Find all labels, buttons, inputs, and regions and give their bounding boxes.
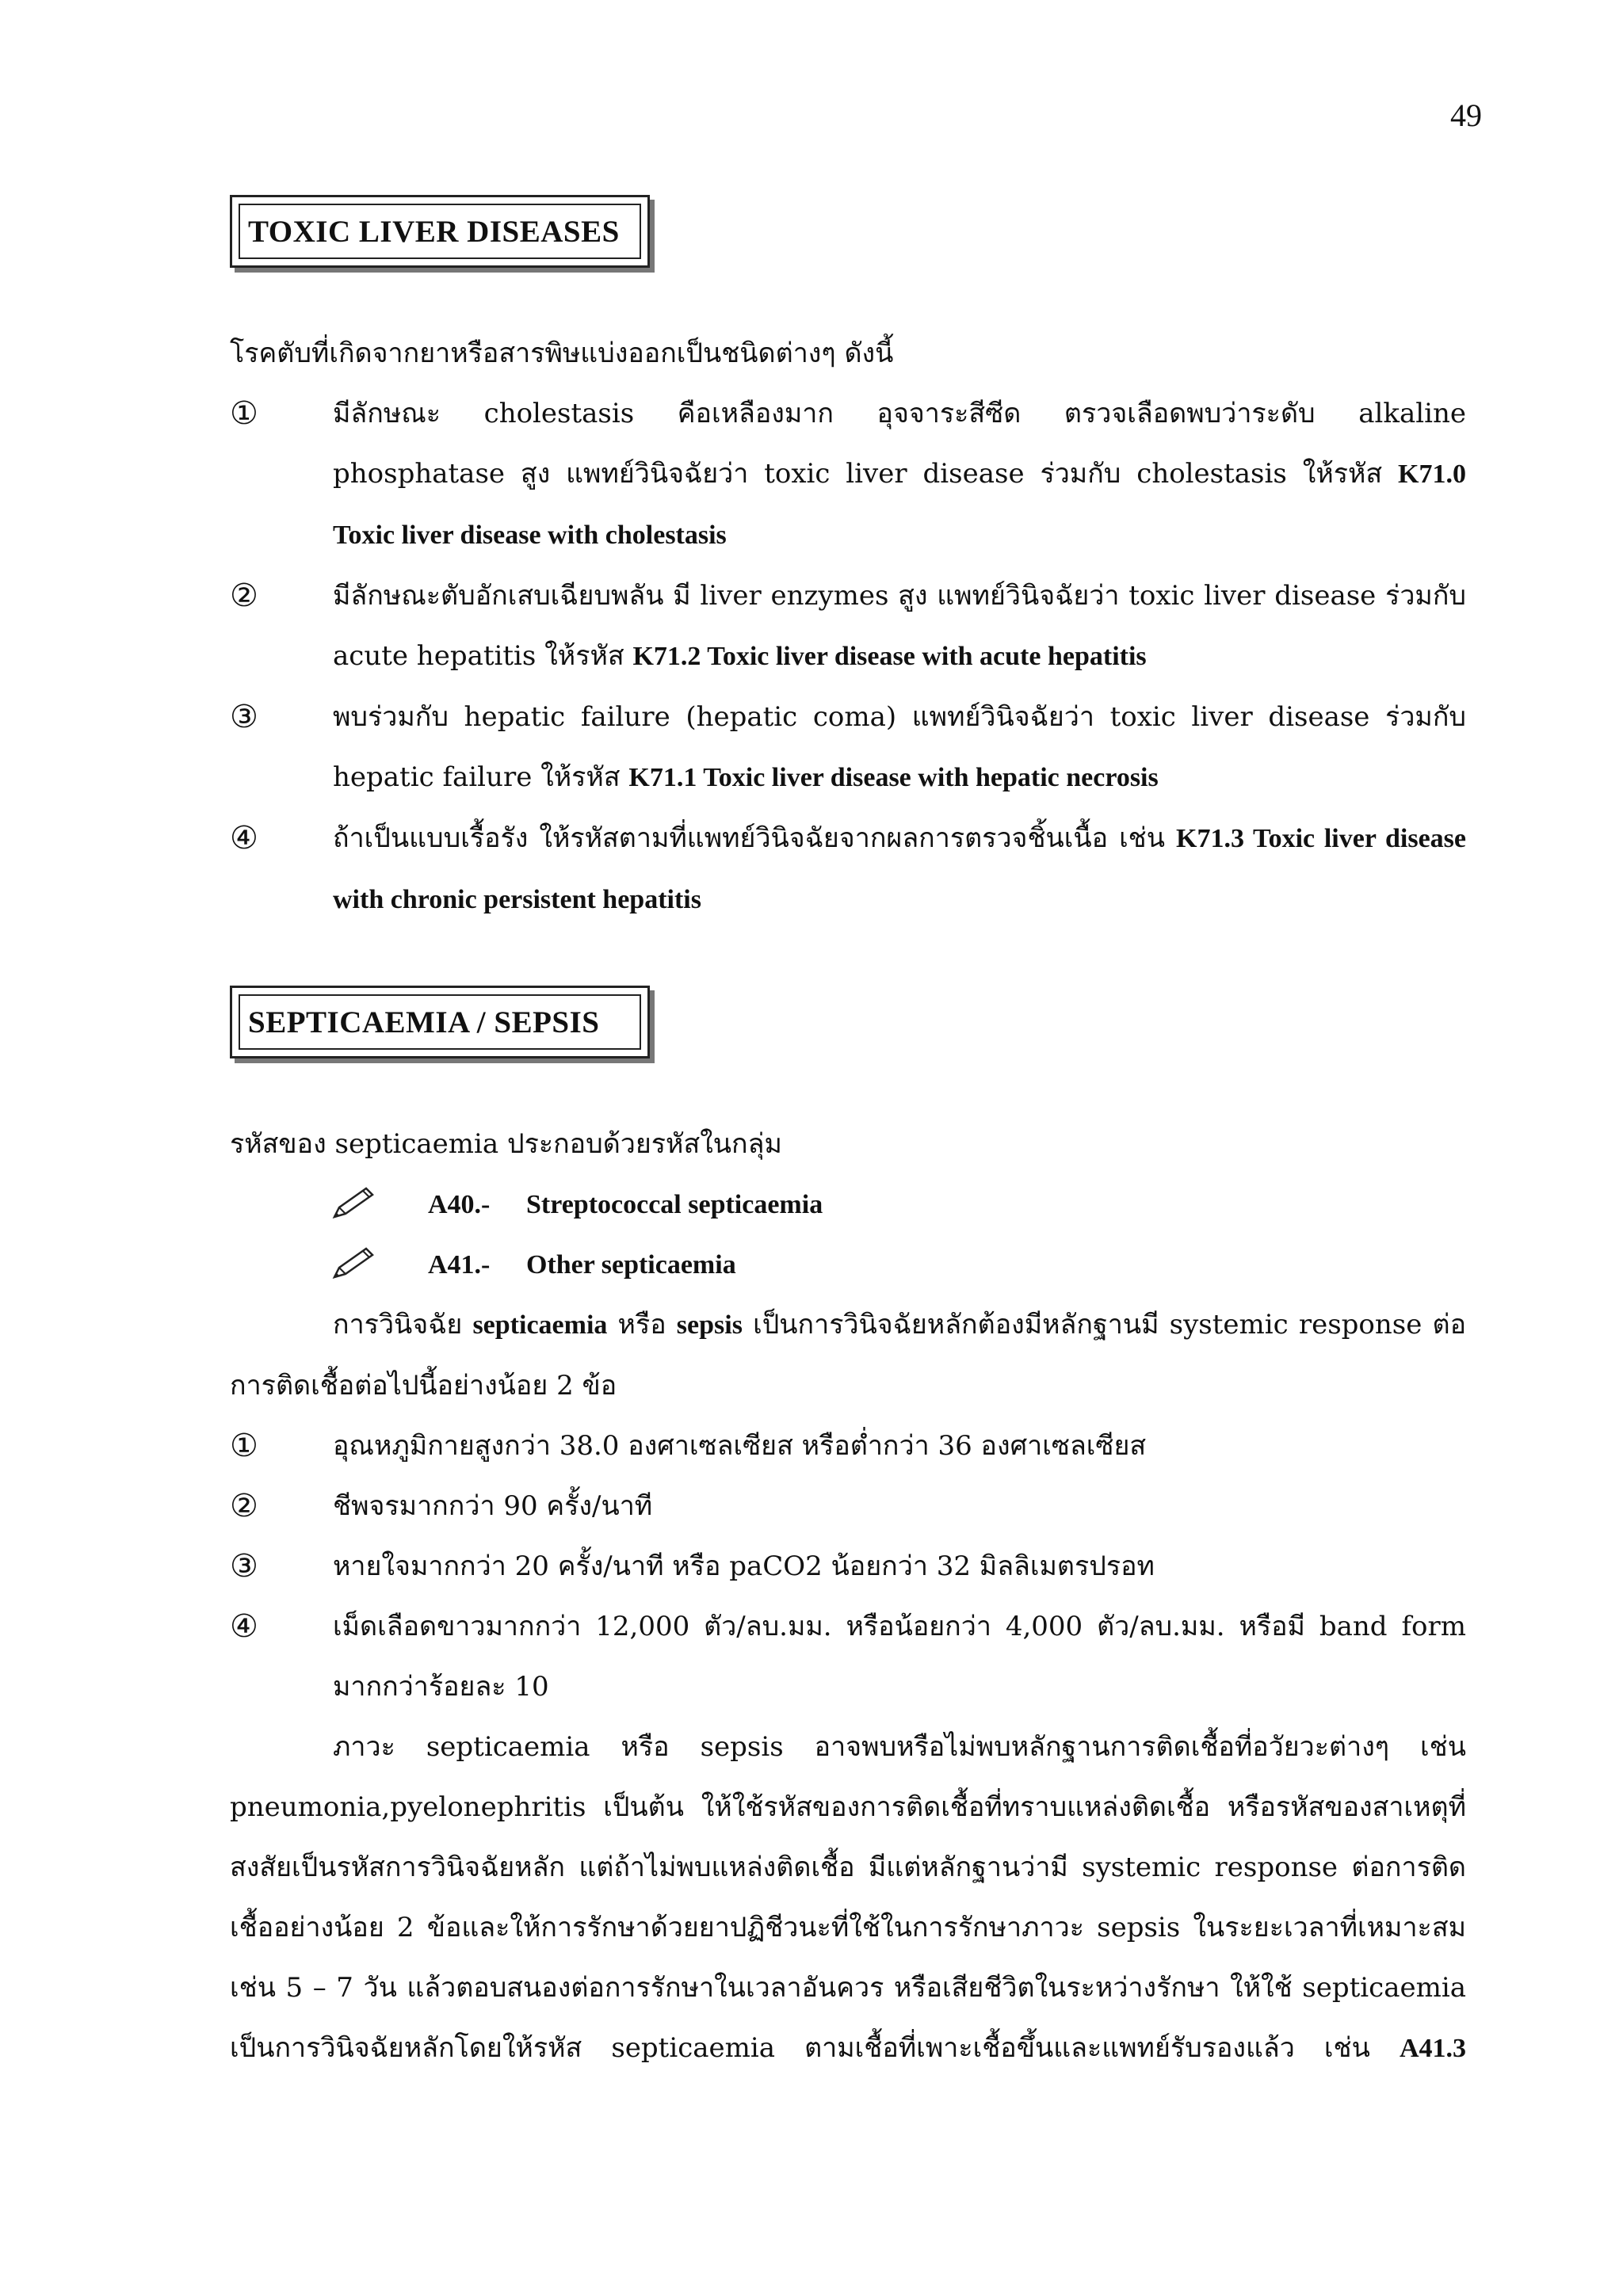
criteria-intro-text: หรือ — [607, 1309, 677, 1341]
criteria-item — [230, 1536, 1466, 1596]
circled-number-4: ④ — [230, 820, 258, 856]
list-item — [230, 808, 1466, 930]
circled-number-1: ① — [230, 395, 258, 432]
item-code: K71.3 Toxic liver disease with chronic persistent hepatitis — [333, 824, 1466, 914]
criteria-text: เม็ดเลือดขาวมากกว่า 12,000 ตัว/ลบ.มม. หรือน้อยกว่า 4,000 ตัว/ลบ.มม. หรือมี band form มากกว่าร้อยละ 10 — [333, 1611, 1466, 1703]
term-sepsis: sepsis — [676, 1310, 743, 1340]
circled-number-2: ② — [230, 1488, 258, 1524]
criteria-intro-text: เป็นการวินิจฉัยหลักต้องมีหลักฐานมี systemic response ต่อการติดเชื้อต่อไปนี้อย่างน้อย 2 ข้อ — [230, 1309, 1466, 1402]
code-number: A41.- — [428, 1250, 491, 1280]
criteria-item — [230, 1476, 1466, 1536]
code-description: Streptococcal septicaemia — [526, 1190, 823, 1219]
list-item — [230, 383, 1466, 566]
circled-number-4: ④ — [230, 1608, 258, 1645]
criteria-item — [230, 1596, 1466, 1717]
item-code: K71.0 Toxic liver disease with cholestasis — [333, 460, 1466, 550]
section-title: TOXIC LIVER DISEASES — [248, 214, 620, 249]
paragraph-code: A41.3 — [1399, 2034, 1466, 2063]
item-code: K71.1 Toxic liver disease with hepatic necrosis — [628, 763, 1159, 792]
septicaemia-section — [230, 1114, 1466, 2079]
circled-number-3: ③ — [230, 1548, 258, 1585]
paragraph-text: ภาวะ septicaemia หรือ sepsis อาจพบหรือไม่พบหลักฐานการติดเชื้อที่อวัยวะต่างๆ เช่น pneumonia,pyelonephritis เป็นต้น ให้ใช้รหัสของการติดเชื้อที่ทราบแหล่งติดเชื้อ หรือรหัสของสาเหตุที่สงสัยเป็นรหัสการวินิจฉัยหลัก แต่ถ้าไม่พบแหล่งติดเชื้อ มีแต่หลักฐานว่ามี systemic response ต่อการติดเชื้ออย่างน้อย 2 ข้อและให้การรักษาด้วยยาปฏิชีวนะที่ใช้ในการรักษาภาวะ sepsis ในระยะเวลาที่เหมาะสม เช่น 5 – 7 วัน แล้วตอบสนองต่อการรักษาในเวลาอันควร หรือเสียชีวิตในระหว่างรักษา ให้ใช้ septicaemia เป็นการวินิจฉัยหลักโดยให้รหัส septicaemia ตามเชื้อที่เพาะเชื้อขึ้นและแพทย์รับรองแล้ว เช่น — [230, 1731, 1466, 2064]
toxic-liver-section — [230, 323, 1466, 930]
section-heading-toxic-liver — [230, 195, 650, 268]
code-number: A40.- — [428, 1190, 491, 1219]
list-item — [230, 687, 1466, 808]
pencil-icon — [331, 1245, 376, 1280]
circled-number-3: ③ — [230, 699, 258, 735]
criteria-item — [230, 1416, 1466, 1476]
circled-number-2: ② — [230, 578, 258, 614]
item-code: K71.2 Toxic liver disease with acute hepatitis — [632, 642, 1147, 671]
item-text: พบร่วมกับ hepatic failure (hepatic coma) แพทย์วินิจฉัยว่า toxic liver disease ร่วมกับ hepatic failure ให้รหัส — [333, 701, 1466, 793]
code-item — [230, 1234, 1466, 1295]
criteria-intro-text: การวินิจฉัย — [333, 1309, 473, 1341]
section-heading-septicaemia — [230, 986, 650, 1058]
circled-number-1: ① — [230, 1428, 258, 1464]
item-text: ถ้าเป็นแบบเรื้อรัง ให้รหัสตามที่แพทย์วินิจฉัยจากผลการตรวจชิ้นเนื้อ เช่น — [333, 822, 1177, 854]
term-septicaemia: septicaemia — [472, 1310, 608, 1340]
page-number: 49 — [1450, 97, 1482, 133]
criteria-text: อุณหภูมิกายสูงกว่า 38.0 องศาเซลเซียส หรือต่ำกว่า 36 องศาเซลเซียส — [333, 1430, 1147, 1462]
code-item — [230, 1174, 1466, 1234]
pencil-icon — [331, 1185, 376, 1220]
body-paragraph — [230, 1717, 1466, 2079]
criteria-text: หายใจมากกว่า 20 ครั้ง/นาที หรือ paCO2 น้อยกว่า 32 มิลลิเมตรปรอท — [333, 1550, 1155, 1582]
section-title: SEPTICAEMIA / SEPSIS — [248, 1005, 600, 1039]
section-intro: รหัสของ septicaemia ประกอบด้วยรหัสในกลุ่ม — [230, 1128, 782, 1160]
criteria-intro — [230, 1295, 1466, 1416]
item-text: มีลักษณะตับอักเสบเฉียบพลัน มี liver enzymes สูง แพทย์วินิจฉัยว่า toxic liver disease ร่วมกับ acute hepatitis ให้รหัส — [333, 580, 1466, 672]
code-description: Other septicaemia — [526, 1250, 736, 1280]
criteria-text: ชีพจรมากกว่า 90 ครั้ง/นาที — [333, 1490, 653, 1522]
list-item — [230, 566, 1466, 687]
item-text: มีลักษณะ cholestasis คือเหลืองมาก อุจจาระสีซีด ตรวจเลือดพบว่าระดับ alkaline phosphatase สูง แพทย์วินิจฉัยว่า toxic liver disease ร่วมกับ cholestasis ให้รหัส — [333, 398, 1466, 490]
section-intro: โรคตับที่เกิดจากยาหรือสารพิษแบ่งออกเป็นชนิดต่างๆ ดังนี้ — [230, 338, 894, 369]
